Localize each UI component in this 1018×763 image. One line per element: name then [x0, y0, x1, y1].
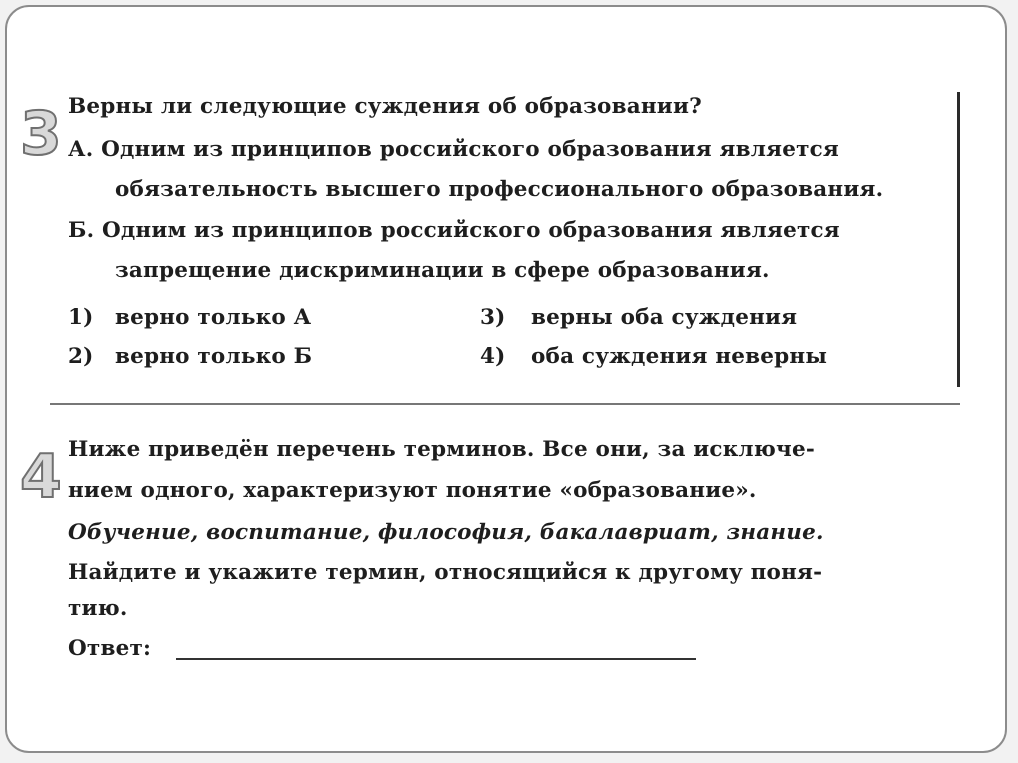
task-3-side-bar — [957, 92, 960, 387]
task-4-line2: нием одного, характеризуют понятие «образование». — [68, 478, 757, 503]
task-4-line3: Найдите и укажите термин, относящийся к другому поня- — [68, 560, 823, 585]
task-4-line1: Ниже приведён перечень терминов. Все они, за исключе- — [68, 437, 815, 462]
option-1-number: 1) — [68, 305, 94, 330]
task-4-terms: Обучение, воспитание, философия, бакалавриат, знание. — [68, 520, 824, 545]
answer-blank-line[interactable] — [176, 658, 696, 660]
task-3-question: Верны ли следующие суждения об образовании? — [68, 94, 702, 119]
task-3-number: 3 — [20, 99, 62, 169]
option-1-text: верно только А — [115, 305, 312, 330]
answer-label: Ответ: — [68, 636, 152, 661]
option-2-text: верно только Б — [115, 344, 313, 369]
option-2-number: 2) — [68, 344, 94, 369]
option-4-text: оба суждения неверны — [531, 344, 828, 369]
option-3-text: верны оба суждения — [531, 305, 798, 330]
option-4-number: 4) — [480, 344, 506, 369]
task-3-statement-a-line1: А. Одним из принципов российского образования является — [68, 137, 839, 162]
task-3-statement-b-line1: Б. Одним из принципов российского образования является — [68, 218, 840, 243]
task-3-statement-a-line2: обязательность высшего профессионального образования. — [115, 177, 884, 202]
section-divider — [50, 403, 960, 405]
option-3-number: 3) — [480, 305, 506, 330]
task-3-statement-b-line2: запрещение дискриминации в сфере образования. — [115, 258, 770, 283]
task-4-line4: тию. — [68, 596, 128, 621]
task-4-number: 4 — [20, 442, 62, 512]
